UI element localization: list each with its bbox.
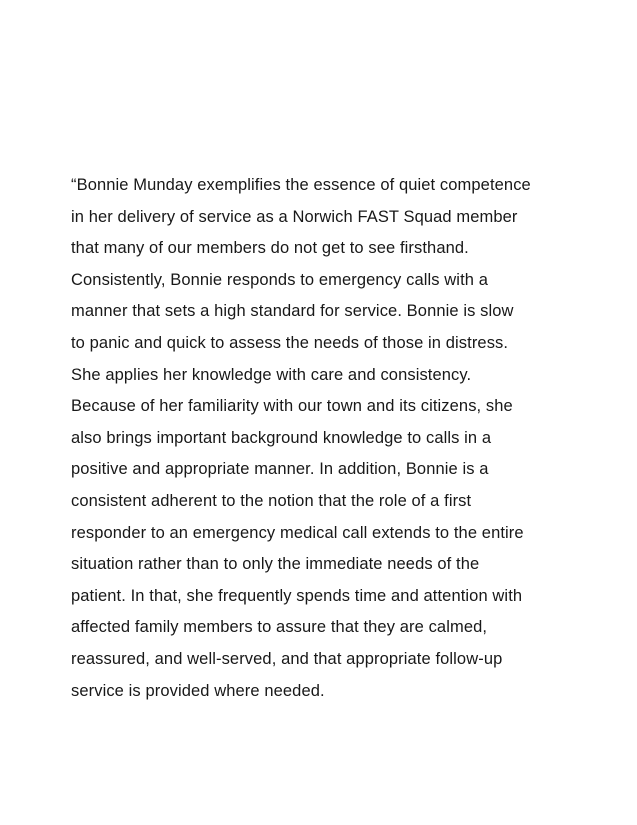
text-line: patient. In that, she frequently spends time and attention with (71, 586, 523, 605)
text-line: positive and appropriate manner. In addition, Bonnie is a (71, 460, 489, 479)
text-line: She applies her knowledge with care and consistency. (71, 365, 472, 384)
testimonial-paragraph (71, 170, 576, 707)
text-line: also brings important background knowledge to calls in a (71, 428, 492, 447)
text-line: service is provided where needed. (71, 681, 325, 700)
text-line: manner that sets a high standard for service. Bonnie is slow (71, 302, 514, 321)
text-line: Because of her familiarity with our town and its citizens, she (71, 397, 513, 416)
text-line: affected family members to assure that they are calmed, (71, 618, 488, 637)
text-line: that many of our members do not get to see firsthand. (71, 239, 469, 258)
text-line: consistent adherent to the notion that the role of a first (71, 491, 472, 510)
text-line: reassured, and well-served, and that appropriate follow-up (71, 649, 503, 668)
text-line: responder to an emergency medical call extends to the entire (71, 523, 524, 542)
text-line: situation rather than to only the immediate needs of the (71, 555, 480, 574)
text-line: “Bonnie Munday exemplifies the essence of quiet competence (71, 176, 531, 194)
text-line: in her delivery of service as a Norwich FAST Squad member (71, 207, 518, 226)
text-line: Consistently, Bonnie responds to emergency calls with a (71, 270, 488, 289)
text-line: to panic and quick to assess the needs of those in distress. (71, 333, 509, 352)
